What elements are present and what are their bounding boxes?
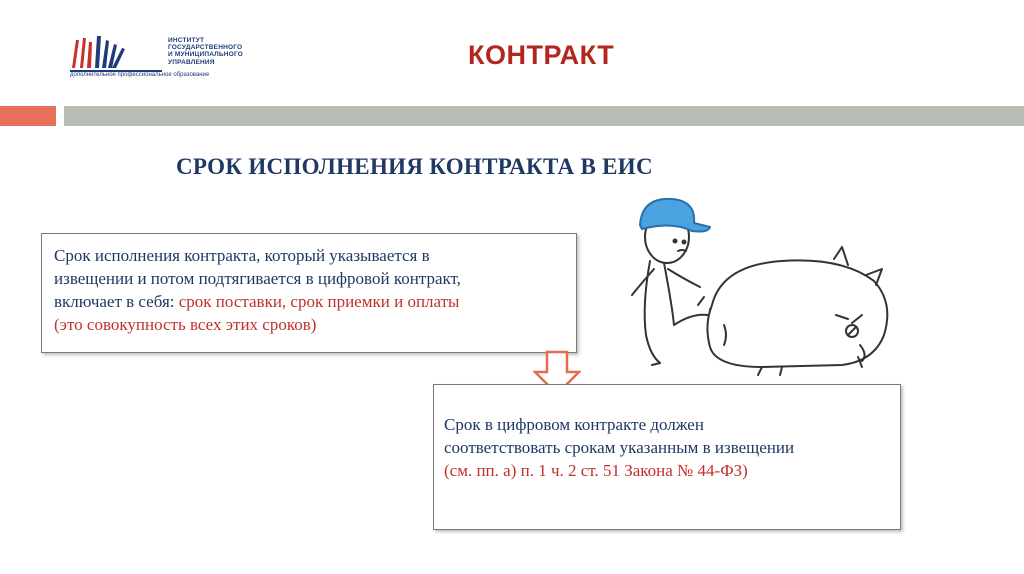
logo-line-1: ИНСТИТУТ: [168, 37, 205, 44]
box2-line-3: (см. пп. а) п. 1 ч. 2 ст. 51 Закона № 44-ФЗ): [444, 461, 748, 480]
box2-line-1: Срок в цифровом контракте должен: [444, 415, 704, 434]
logo-line-3: И МУНИЦИПАЛЬНОГО: [168, 51, 244, 59]
accent-bar-right: [64, 106, 1024, 126]
page-title: КОНТРАКТ: [468, 40, 615, 70]
box1-line-3-prefix: включает в себя:: [54, 292, 179, 311]
box2-line-2: соответствовать срокам указанным в извещении: [444, 438, 795, 457]
digital-contract-box: [433, 384, 901, 530]
box1-line-2: извещении и потом подтягивается в цифровой контракт,: [54, 269, 461, 288]
box1-line-1: Срок исполнения контракта, который указывается в: [54, 246, 430, 265]
box1-line-3: [54, 290, 566, 313]
box1-line-3-highlight: срок поставки, срок приемки и оплаты: [178, 292, 460, 311]
box1-line-4: (это совокупность всех этих сроков): [54, 315, 317, 334]
logo-line-2: ГОСУДАРСТВЕННОГО: [168, 44, 243, 52]
cartoon-illustration: [612, 185, 902, 385]
slide-heading: СРОК ИСПОЛНЕНИЯ КОНТРАКТА В ЕИС: [176, 154, 653, 179]
logo-text: [168, 37, 318, 66]
pig: [707, 247, 887, 375]
books-icon: [70, 36, 162, 72]
logo-tagline: дополнительное профессиональное образование: [70, 72, 210, 78]
logo-line-4: УПРАВЛЕНИЯ: [168, 58, 215, 66]
contract-term-box: [41, 233, 577, 353]
accent-bar-left: [0, 106, 56, 126]
